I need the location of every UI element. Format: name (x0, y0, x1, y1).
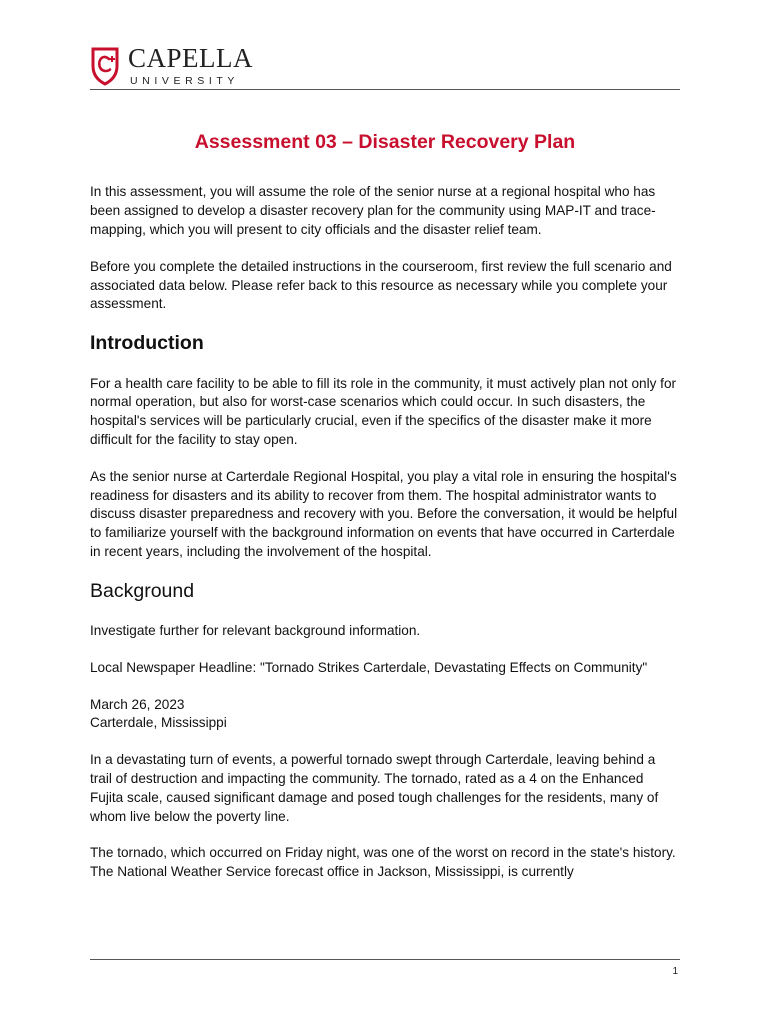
introduction-heading: Introduction (90, 332, 204, 355)
background-paragraph-2: The tornado, which occurred on Friday night, was one of the worst on record in the state's history. The National Weather Service forecast office in Jackson, Mississippi, is currently (90, 845, 676, 880)
background-paragraph-1: In a devastating turn of events, a powerful tornado swept through Carterdale, leaving behind a trail of destruction and impacting the community. The tornado, rated as a 4 on the Enhanced Fujita scale, caused significant damage and posed tough challenges for the residents, many of whom live below the poverty line. (90, 752, 659, 824)
intro-paragraph-2: Before you complete the detailed instructions in the courseroom, first review the full scenario and associated data below. Please refer back to this resource as necessary while you complete your assessment. (90, 258, 672, 312)
intro-paragraph-1: In this assessment, you will assume the role of the senior nurse at a regional hospital who has been assigned to develop a disaster recovery plan for the community using MAP-IT and trace-mapping, which you will present to city officials and the disaster relief team. (90, 184, 656, 237)
shield-icon (90, 46, 120, 86)
introduction-paragraph-2: As the senior nurse at Carterdale Regional Hospital, you play a vital role in ensuring the hospital's readiness for disasters and its ability to recover from them. The hospital administrator wants to discuss disaster preparedness and recovery with you. Before the conversation, it would be helpful to familiarize yourself with the background information on events that have occurred in Carterdale in recent years, including the involvement of the hospital. (90, 468, 678, 559)
article-date: March 26, 2023 (90, 696, 185, 712)
introduction-paragraph-1: For a health care facility to be able to fill its role in the community, it must actively plan not only for normal operation, but also for worst-case scenarios which could occur. In such disasters, the hospital's services will be particularly crucial, even if the specifics of the disaster make it more difficult for the facility to stay open. (90, 375, 677, 447)
background-heading: Background (90, 579, 195, 602)
newspaper-headline: Local Newspaper Headline: "Tornado Strikes Carterdale, Devastating Effects on Community" (90, 659, 648, 675)
header-divider (90, 89, 680, 90)
article-location: Carterdale, Mississippi (90, 715, 227, 731)
capella-logo (90, 44, 253, 88)
footer-divider (90, 959, 680, 960)
document-body (90, 130, 680, 900)
page-number: 1 (672, 966, 678, 977)
page-title: Assessment 03 – Disaster Recovery Plan (194, 131, 576, 153)
dateline (90, 696, 680, 734)
logo-subtitle: UNIVERSITY (130, 75, 240, 88)
logo-name: CAPELLA (128, 43, 253, 74)
background-investigate: Investigate further for relevant background information. (90, 623, 421, 639)
